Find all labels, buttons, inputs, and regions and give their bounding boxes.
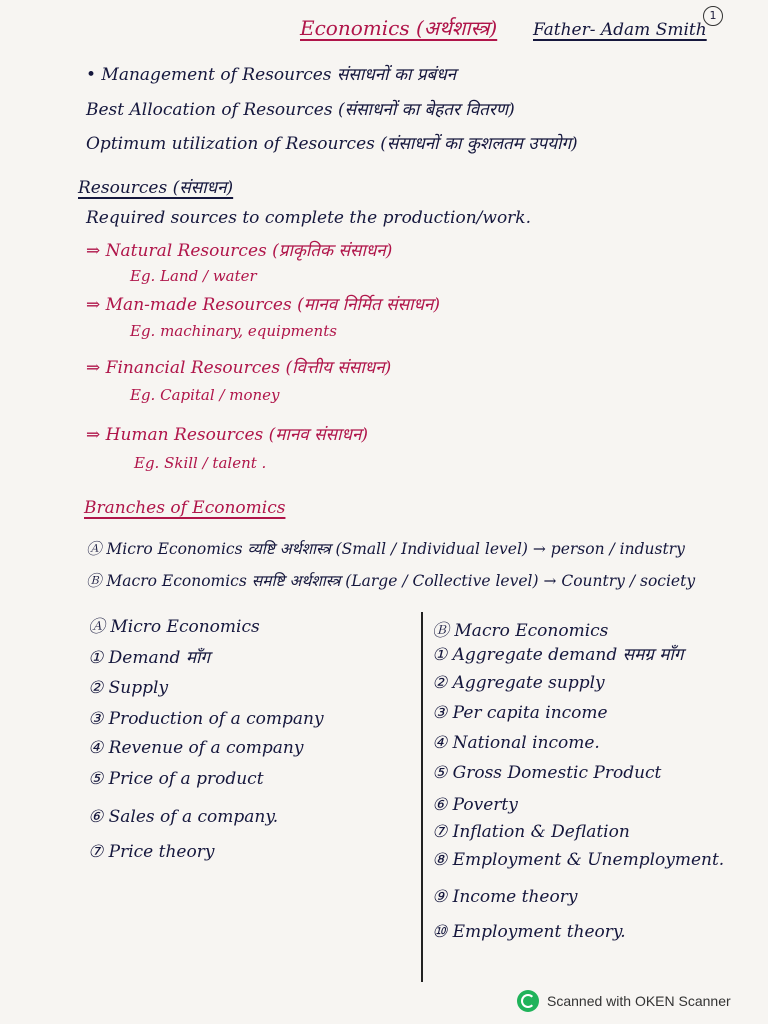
- macro-item: ① Aggregate demand समग्र माँग: [432, 645, 684, 665]
- resource-example: Eg. Land / water: [130, 267, 257, 285]
- micro-item: ⑥ Sales of a company.: [88, 807, 279, 827]
- intro-line: Best Allocation of Resources (संसाधनों का बेहतर वितरण): [86, 100, 515, 120]
- branch-line: Ⓑ Macro Economics समष्टि अर्थशास्त्र (Large / Collective level) → Country / society: [86, 572, 696, 590]
- macro-item: ⑧ Employment & Unemployment.: [432, 850, 725, 870]
- resource-item: ⇒ Natural Resources (प्राकृतिक संसाधन): [86, 241, 393, 261]
- resource-example: Eg. machinary, equipments: [130, 322, 337, 340]
- resources-heading: Resources (संसाधन): [78, 178, 234, 198]
- micro-item: ⑦ Price theory: [88, 842, 215, 862]
- micro-item: ④ Revenue of a company: [88, 738, 304, 758]
- micro-item: ⑤ Price of a product: [88, 769, 264, 789]
- macro-item: ⑤ Gross Domestic Product: [432, 763, 662, 783]
- branch-line: Ⓐ Micro Economics व्यष्टि अर्थशास्त्र (Small / Individual level) → person / industry: [86, 540, 685, 558]
- macro-heading: Ⓑ Macro Economics: [432, 621, 609, 641]
- scanner-watermark: [517, 990, 731, 1012]
- resource-item: ⇒ Man-made Resources (मानव निर्मित संसाधन): [86, 295, 440, 315]
- macro-item: ⑩ Employment theory.: [432, 922, 626, 942]
- macro-item: ④ National income.: [432, 733, 600, 753]
- branches-heading: Branches of Economics: [84, 498, 286, 518]
- resource-item: ⇒ Human Resources (मानव संसाधन): [86, 425, 369, 445]
- intro-line: • Management of Resources संसाधनों का प्रबंधन: [86, 65, 457, 85]
- macro-item: ② Aggregate supply: [432, 673, 605, 693]
- resources-definition: Required sources to complete the production/work.: [86, 208, 532, 228]
- column-divider: [421, 612, 423, 982]
- macro-item: ⑨ Income theory: [432, 887, 578, 907]
- father-note: Father- Adam Smith: [533, 20, 707, 40]
- page-number: 1: [703, 6, 723, 26]
- micro-heading: Ⓐ Micro Economics: [88, 617, 260, 637]
- intro-line: Optimum utilization of Resources (संसाधनों का कुशलतम उपयोग): [86, 134, 578, 154]
- micro-item: ③ Production of a company: [88, 709, 324, 729]
- macro-item: ⑦ Inflation & Deflation: [432, 822, 630, 842]
- macro-item: ⑥ Poverty: [432, 795, 518, 815]
- scanner-logo-icon: [517, 990, 539, 1012]
- scanner-label: Scanned with OKEN Scanner: [547, 993, 731, 1009]
- macro-item: ③ Per capita income: [432, 703, 608, 723]
- resource-item: ⇒ Financial Resources (वित्तीय संसाधन): [86, 358, 392, 378]
- micro-item: ② Supply: [88, 678, 169, 698]
- micro-item: ① Demand माँग: [88, 648, 210, 668]
- page-title: Economics (अर्थशास्त्र): [300, 16, 498, 40]
- resource-example: Eg. Capital / money: [130, 386, 280, 404]
- resource-example: Eg. Skill / talent .: [134, 454, 267, 472]
